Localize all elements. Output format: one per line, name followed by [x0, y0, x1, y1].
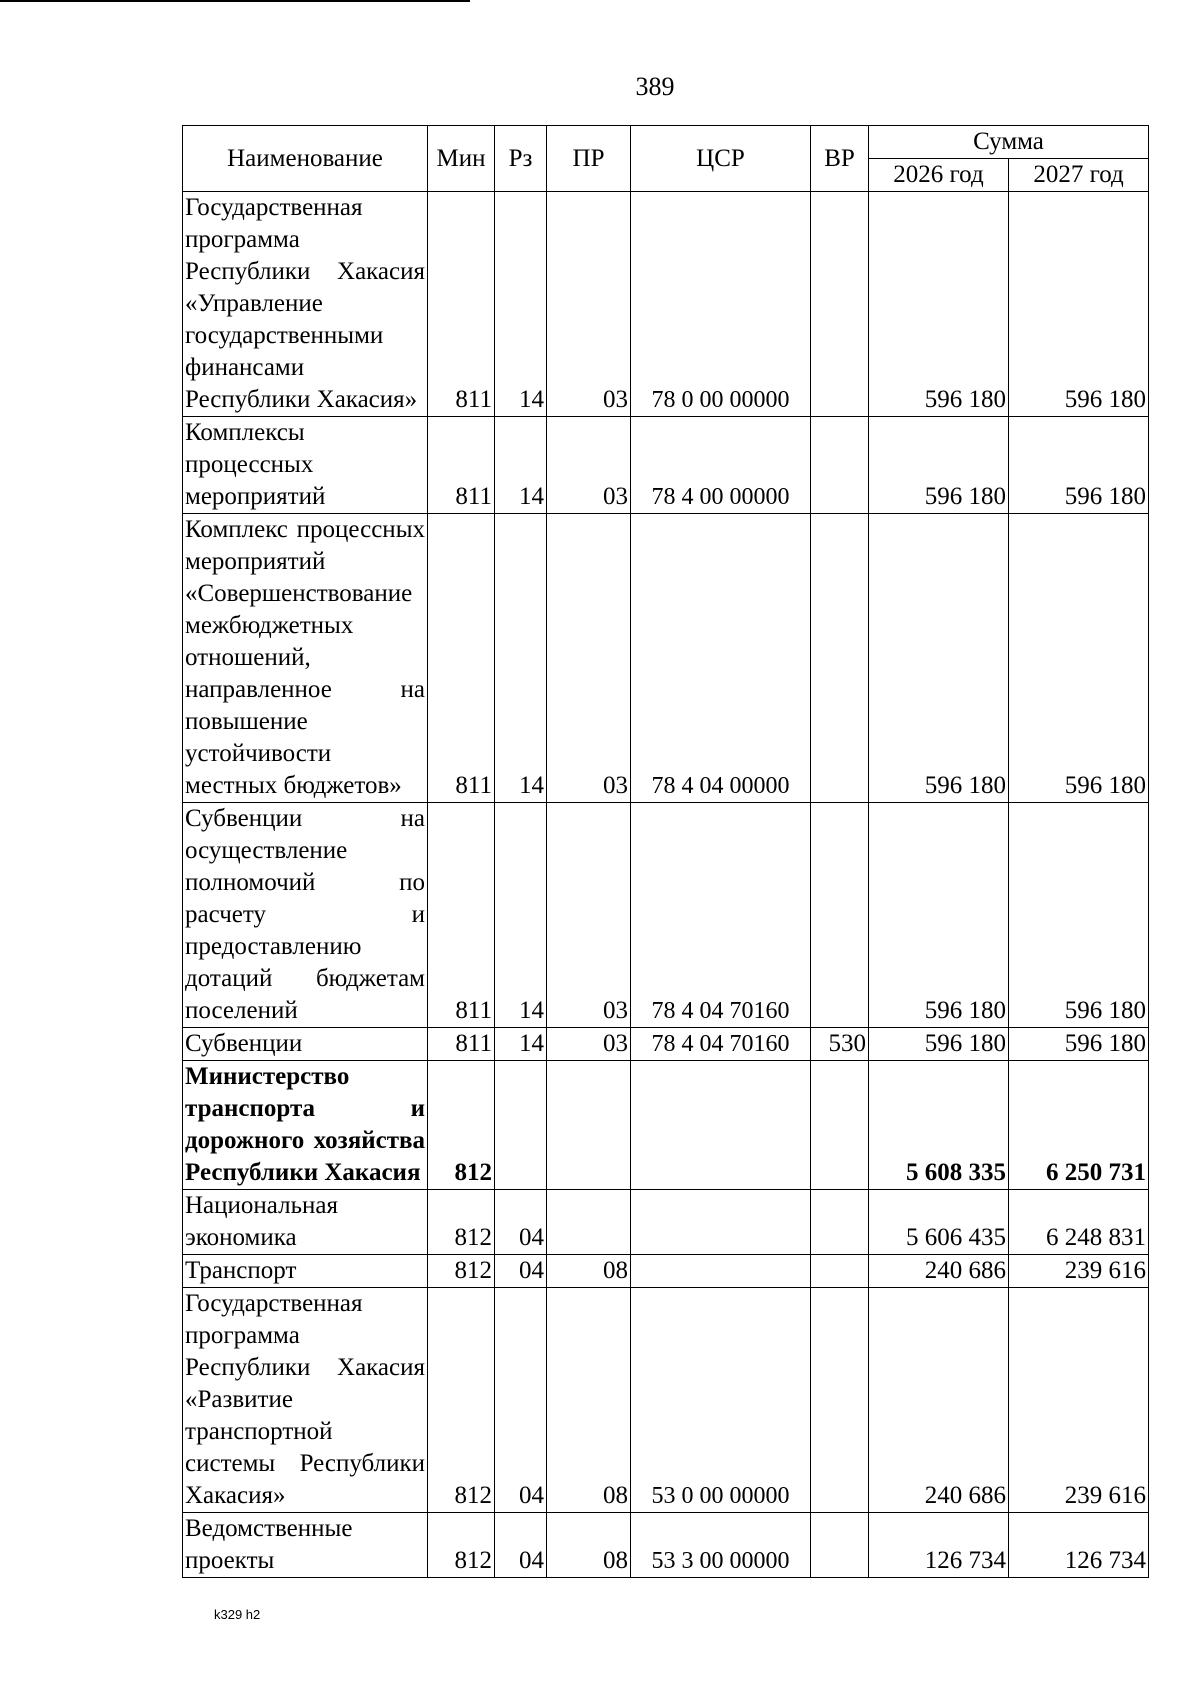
row-pr-cell: 03: [547, 417, 631, 514]
row-min-cell: 811: [428, 803, 495, 1028]
table-row: [183, 1513, 1149, 1578]
table-row: [183, 514, 1149, 803]
table-row: [183, 1028, 1149, 1061]
row-name-cell: Субвенции: [183, 1028, 428, 1061]
row-csr-cell: [631, 1190, 811, 1255]
table-row: [183, 192, 1149, 417]
row-vr-cell: 530: [811, 1028, 869, 1061]
row-amount-2026-cell: 596 180: [869, 514, 1009, 803]
row-min-cell: 812: [428, 1061, 495, 1190]
row-min-cell: 812: [428, 1288, 495, 1513]
row-amount-2027-cell: 596 180: [1009, 514, 1149, 803]
row-csr-cell: 78 4 04 00000: [631, 514, 811, 803]
row-pr-cell: [547, 1190, 631, 1255]
row-amount-2026-cell: 240 686: [869, 1255, 1009, 1288]
row-vr-cell: [811, 1288, 869, 1513]
row-pr-cell: 03: [547, 514, 631, 803]
header-name: Наименование: [183, 126, 428, 192]
footer-code: k329 h2: [214, 1607, 261, 1622]
row-rz-cell: 14: [495, 192, 547, 417]
row-pr-cell: 03: [547, 803, 631, 1028]
row-min-cell: 811: [428, 1028, 495, 1061]
row-rz-cell: 04: [495, 1513, 547, 1578]
row-amount-2027-cell: 239 616: [1009, 1255, 1149, 1288]
row-pr-cell: 03: [547, 1028, 631, 1061]
row-min-cell: 812: [428, 1513, 495, 1578]
row-name-cell: Ведомственные проекты: [183, 1513, 428, 1578]
row-name-cell: Комплекс процессных мероприятий «Совершенствование межбюджетных отношений, направленное на повышение устойчивости местных бюджетов»: [183, 514, 428, 803]
row-amount-2026-cell: 596 180: [869, 417, 1009, 514]
row-rz-cell: 14: [495, 1028, 547, 1061]
row-min-cell: 812: [428, 1190, 495, 1255]
row-csr-cell: 78 4 04 70160: [631, 1028, 811, 1061]
row-name-cell: Национальная экономика: [183, 1190, 428, 1255]
row-min-cell: 812: [428, 1255, 495, 1288]
row-pr-cell: 08: [547, 1288, 631, 1513]
header-min: Мин: [428, 126, 495, 192]
row-amount-2027-cell: 596 180: [1009, 192, 1149, 417]
header-year-2026: 2026 год: [869, 159, 1009, 192]
row-rz-cell: 04: [495, 1288, 547, 1513]
row-vr-cell: [811, 514, 869, 803]
row-amount-2027-cell: 596 180: [1009, 417, 1149, 514]
row-rz-cell: [495, 1061, 547, 1190]
row-min-cell: 811: [428, 417, 495, 514]
page-number: 389: [635, 72, 675, 101]
row-vr-cell: [811, 417, 869, 514]
row-name-cell: Транспорт: [183, 1255, 428, 1288]
row-vr-cell: [811, 803, 869, 1028]
row-amount-2027-cell: 6 248 831: [1009, 1190, 1149, 1255]
row-pr-cell: [547, 1061, 631, 1190]
row-amount-2027-cell: 239 616: [1009, 1288, 1149, 1513]
row-amount-2026-cell: 596 180: [869, 192, 1009, 417]
row-amount-2026-cell: 5 606 435: [869, 1190, 1009, 1255]
table-row: [183, 1288, 1149, 1513]
table-row: [183, 1190, 1149, 1255]
row-vr-cell: [811, 192, 869, 417]
row-rz-cell: 04: [495, 1255, 547, 1288]
row-csr-cell: 78 4 04 70160: [631, 803, 811, 1028]
row-name-cell: Комплексы процессных мероприятий: [183, 417, 428, 514]
row-vr-cell: [811, 1190, 869, 1255]
row-rz-cell: 14: [495, 803, 547, 1028]
row-name-cell: Государственная программа Республики Хакасия «Управление государственными финансами Республики Хакасия»: [183, 192, 428, 417]
row-csr-cell: [631, 1255, 811, 1288]
scan-top-rule: [0, 0, 470, 2]
row-amount-2027-cell: 596 180: [1009, 1028, 1149, 1061]
budget-table: [182, 125, 1149, 1578]
row-amount-2026-cell: 5 608 335: [869, 1061, 1009, 1190]
header-csr: ЦСР: [631, 126, 811, 192]
row-pr-cell: 08: [547, 1255, 631, 1288]
row-vr-cell: [811, 1255, 869, 1288]
row-vr-cell: [811, 1513, 869, 1578]
row-csr-cell: 78 4 00 00000: [631, 417, 811, 514]
row-amount-2027-cell: 6 250 731: [1009, 1061, 1149, 1190]
header-sum: Сумма: [869, 126, 1149, 159]
row-amount-2026-cell: 240 686: [869, 1288, 1009, 1513]
row-pr-cell: 08: [547, 1513, 631, 1578]
header-year-2027: 2027 год: [1009, 159, 1149, 192]
row-pr-cell: 03: [547, 192, 631, 417]
row-min-cell: 811: [428, 514, 495, 803]
row-amount-2026-cell: 596 180: [869, 1028, 1009, 1061]
header-rz: Рз: [495, 126, 547, 192]
row-name-cell: Субвенции на осуществление полномочий по расчету и предоставлению дотаций бюджетам поселений: [183, 803, 428, 1028]
row-name-cell: Министерство транспорта и дорожного хозяйства Республики Хакасия: [183, 1061, 428, 1190]
table-header: [183, 126, 1149, 192]
row-rz-cell: 14: [495, 514, 547, 803]
header-pr: ПР: [547, 126, 631, 192]
table-row: [183, 1255, 1149, 1288]
row-amount-2027-cell: 596 180: [1009, 803, 1149, 1028]
row-rz-cell: 04: [495, 1190, 547, 1255]
row-csr-cell: 53 3 00 00000: [631, 1513, 811, 1578]
table-row: [183, 803, 1149, 1028]
header-vr: ВР: [811, 126, 869, 192]
row-amount-2027-cell: 126 734: [1009, 1513, 1149, 1578]
row-min-cell: 811: [428, 192, 495, 417]
table-row: [183, 417, 1149, 514]
row-csr-cell: 53 0 00 00000: [631, 1288, 811, 1513]
row-rz-cell: 14: [495, 417, 547, 514]
table-row: [183, 1061, 1149, 1190]
row-vr-cell: [811, 1061, 869, 1190]
table-body: [183, 192, 1149, 1578]
row-amount-2026-cell: 126 734: [869, 1513, 1009, 1578]
row-amount-2026-cell: 596 180: [869, 803, 1009, 1028]
row-name-cell: Государственная программа Республики Хакасия «Развитие транспортной системы Республики Хакасия»: [183, 1288, 428, 1513]
row-csr-cell: [631, 1061, 811, 1190]
row-csr-cell: 78 0 00 00000: [631, 192, 811, 417]
